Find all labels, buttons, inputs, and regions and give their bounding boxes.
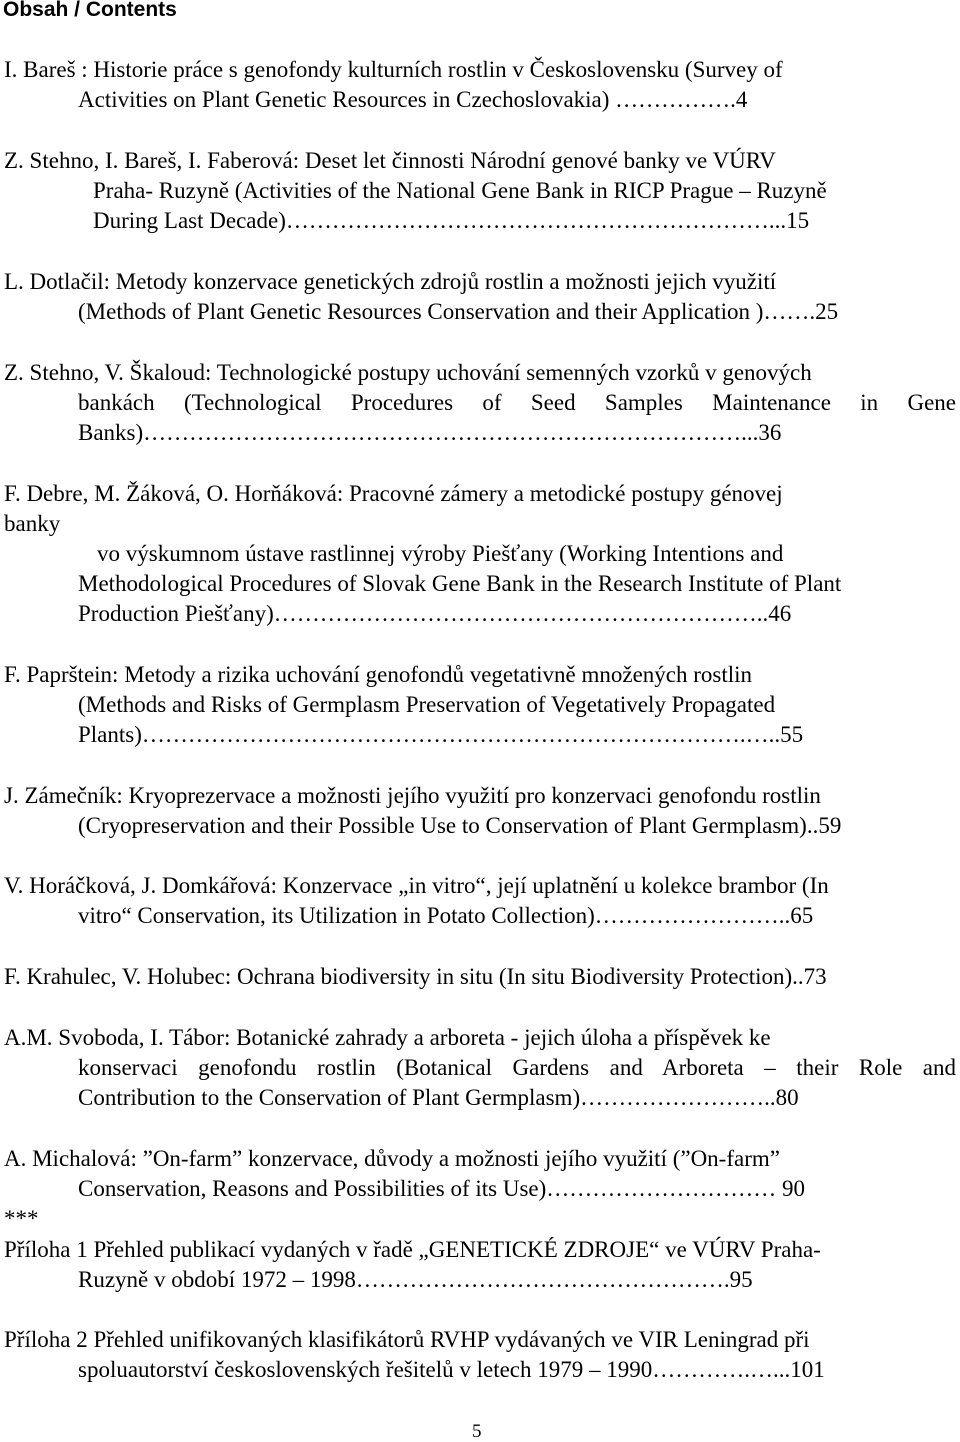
toc-entry-debre-line-4: Methodological Procedures of Slovak Gene Bank in the Research Institute of Plant [78,571,842,596]
toc-entry-svoboda-line-3: Contribution to the Conservation of Plant Germplasm)……………………..80 [78,1085,799,1110]
toc-entry-dotlacil-line-1: L. Dotlačil: Metody konzervace genetických zdrojů rostlin a možnosti jejich využití [4,269,777,294]
toc-entry-appendix-1-line-2: Ruzyně v období 1972 – 1998………………………………………….95 [78,1267,753,1292]
toc-entry-zamecnik-line-1: J. Zámečník: Kryoprezervace a možnosti jejího využití pro konzervaci genofondu rostlin [4,783,821,808]
toc-entry-svoboda-line-1: A.M. Svoboda, I. Tábor: Botanické zahrady a arboreta - jejich úloha a příspěvek ke [4,1025,771,1050]
toc-entry-horackova-line-2: vitro“ Conservation, its Utilization in Potato Collection)……………………..65 [78,903,814,928]
toc-entry-stehno-bares-faberova-line-1: Z. Stehno, I. Bareš, I. Faberová: Deset let činnosti Národní genové banky ve VÚRV [4,148,776,173]
toc-entry-dotlacil-line-2: (Methods of Plant Genetic Resources Conservation and their Application )…….25 [78,299,839,324]
toc-entry-stehno-skaloud-line-2: bankách (Technological Procedures of Seed Samples Maintenance in Gene [78,390,956,415]
toc-entry-krahulec-line-1: F. Krahulec, V. Holubec: Ochrana biodiversity in situ (In situ Biodiversity Protection)..73 [4,964,827,989]
toc-entry-svoboda-line-2: konservaci genofondu rostlin (Botanical Gardens and Arboreta – their Role and [78,1055,956,1080]
toc-entry-debre-line-5: Production Piešťany)………………………………………………………..46 [78,601,792,626]
toc-entry-debre-line-2: banky [4,511,61,536]
toc-entry-debre-line-1: F. Debre, M. Žáková, O. Horňáková: Pracovné zámery a metodické postupy génovej [4,481,783,506]
toc-entry-bares-line-1: I. Bareš : Historie práce s genofondy kulturních rostlin v Československu (Survey of [4,57,783,82]
toc-entry-stehno-skaloud-line-3: Banks)……………………………………………………………………...36 [78,420,782,445]
section-separator: *** [4,1206,39,1231]
toc-entry-zamecnik-line-2: (Cryopreservation and their Possible Use to Conservation of Plant Germplasm)..59 [78,813,842,838]
toc-entry-appendix-2-line-2: spoluautorství československých řešitelů v letech 1979 – 1990………….…...101 [78,1357,825,1382]
toc-entry-horackova-line-1: V. Horáčková, J. Domkářová: Konzervace „in vitro“, její uplatnění u kolekce brambor (In [4,873,829,898]
toc-entry-bares-line-2: Activities on Plant Genetic Resources in Czechoslovakia) …………….4 [78,87,748,112]
toc-entry-michalova-line-2: Conservation, Reasons and Possibilities of its Use)………………………… 90 [78,1176,806,1201]
toc-entry-appendix-1-line-1: Příloha 1 Přehled publikací vydaných v řadě „GENETICKÉ ZDROJE“ ve VÚRV Praha- [4,1237,821,1262]
toc-entry-stehno-bares-faberova-line-3: During Last Decade)………………………………………………………...15 [93,208,810,233]
page-number: 5 [472,1421,482,1442]
contents-heading: Obsah / Contents [3,0,177,21]
toc-entry-stehno-bares-faberova-line-2: Praha- Ruzyně (Activities of the National Gene Bank in RICP Prague – Ruzyně [93,178,827,203]
toc-entry-debre-line-3: vo výskumnom ústave rastlinnej výroby Piešťany (Working Intentions and [97,541,784,566]
toc-entry-paprstein-line-2: (Methods and Risks of Germplasm Preservation of Vegetatively Propagated [78,692,776,717]
toc-entry-paprstein-line-1: F. Paprštein: Metody a rizika uchování genofondů vegetativně množených rostlin [4,662,753,687]
toc-entry-stehno-skaloud-line-1: Z. Stehno, V. Škaloud: Technologické postupy uchování semenných vzorků v genových [4,360,812,385]
toc-entry-michalova-line-1: A. Michalová: ”On-farm” konzervace, důvody a možnosti jejího využití (”On-farm” [4,1146,780,1171]
toc-entry-paprstein-line-3: Plants)…………………………………………………………………….…..55 [78,722,804,747]
toc-entry-appendix-2-line-1: Příloha 2 Přehled unifikovaných klasifikátorů RVHP vydávaných ve VIR Leningrad při [4,1327,810,1352]
